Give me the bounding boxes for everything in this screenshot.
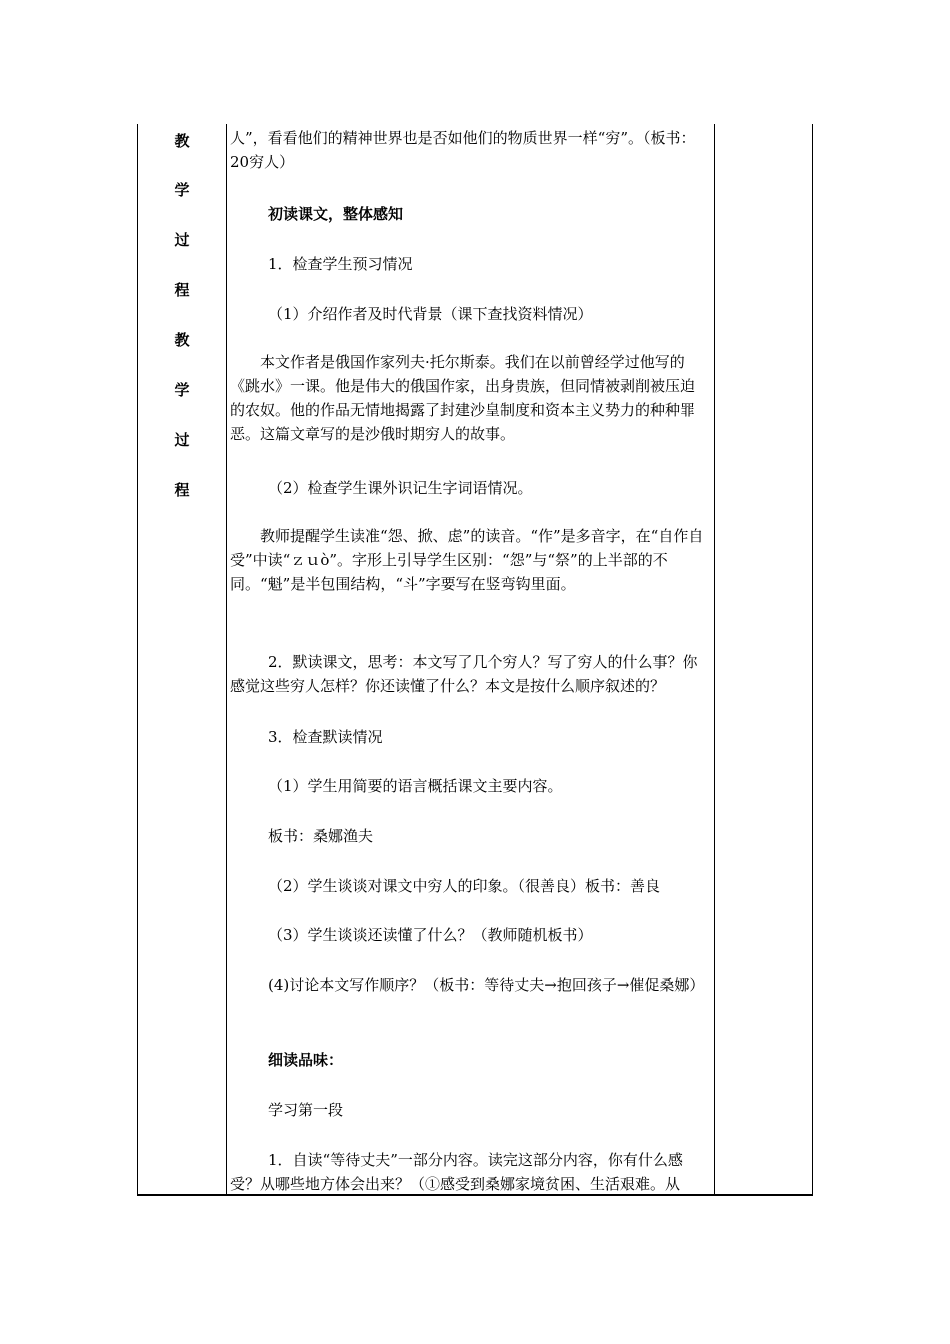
paragraph: （2）学生谈谈对课文中穷人的印象。（很善良）板书：善良 [268,877,661,895]
paragraph: （1）学生用简要的语言概括课文主要内容。 [268,777,563,795]
paragraph: （3）学生谈谈还读懂了什么？（教师随机板书） [268,926,593,944]
paragraph: (4)讨论本文写作顺序？（板书：等待丈夫→抱回孩子→催促桑娜） [268,976,705,994]
column-divider-right [714,124,715,1194]
paragraph: 2．默读课文，思考：本文写了几个穷人？写了穷人的什么事？你感觉这些穷人怎样？你还读懂了什么？本文是按什么顺序叙述的？ [230,653,698,695]
side-label-char: 程 [174,481,190,499]
paragraph: 1．自读“等待丈夫”一部分内容。读完这部分内容，你有什么感受？从哪些地方体会出来？（①感受到桑娜家境贫困、生活艰难。从 [230,1151,683,1193]
paragraph: 学习第一段 [268,1101,344,1119]
column-divider-left [226,124,227,1194]
paragraph: 3．检查默读情况 [268,728,383,746]
paragraph: 本文作者是俄国作家列夫·托尔斯泰。我们在以前曾经学过他写的《跳水》一课。他是伟大的俄国作家，出身贵族，但同情被剥削被压迫的农奴。他的作品无情地揭露了封建沙皇制度和资本主义势力的种种罪恶。这篇文章写的是沙俄时期穷人的故事。 [230,353,696,443]
paragraph: （2）检查学生课外识记生字词语情况。 [268,479,533,497]
paragraph: 板书：桑娜渔夫 [268,827,374,845]
paragraph: 人”，看看他们的精神世界也是否如他们的物质世界一样“穷”。（板书：20穷人） [230,129,696,171]
side-label-char: 程 [174,281,190,299]
section-heading: 细读品味： [268,1051,344,1069]
side-label-char: 过 [174,431,190,449]
side-label-char: 学 [174,181,190,199]
paragraph: 1．检查学生预习情况 [268,255,413,273]
side-label-char: 过 [174,231,190,249]
section-heading: 初读课文，整体感知 [268,205,404,223]
side-label-char: 教 [174,331,190,349]
side-label-char: 学 [174,381,190,399]
paragraph: 教师提醒学生读准“怨、掀、虑”的读音。“作”是多音字，在“自作自受”中读“ｚｕò”。字形上引导学生区别：“怨”与“祭”的上半部的不同。“魁”是半包围结构，“斗”字要写在竖弯钩里面。 [230,527,704,593]
paragraph: （1）介绍作者及时代背景（课下查找资料情况） [268,305,593,323]
side-label-char: 教 [174,132,190,150]
